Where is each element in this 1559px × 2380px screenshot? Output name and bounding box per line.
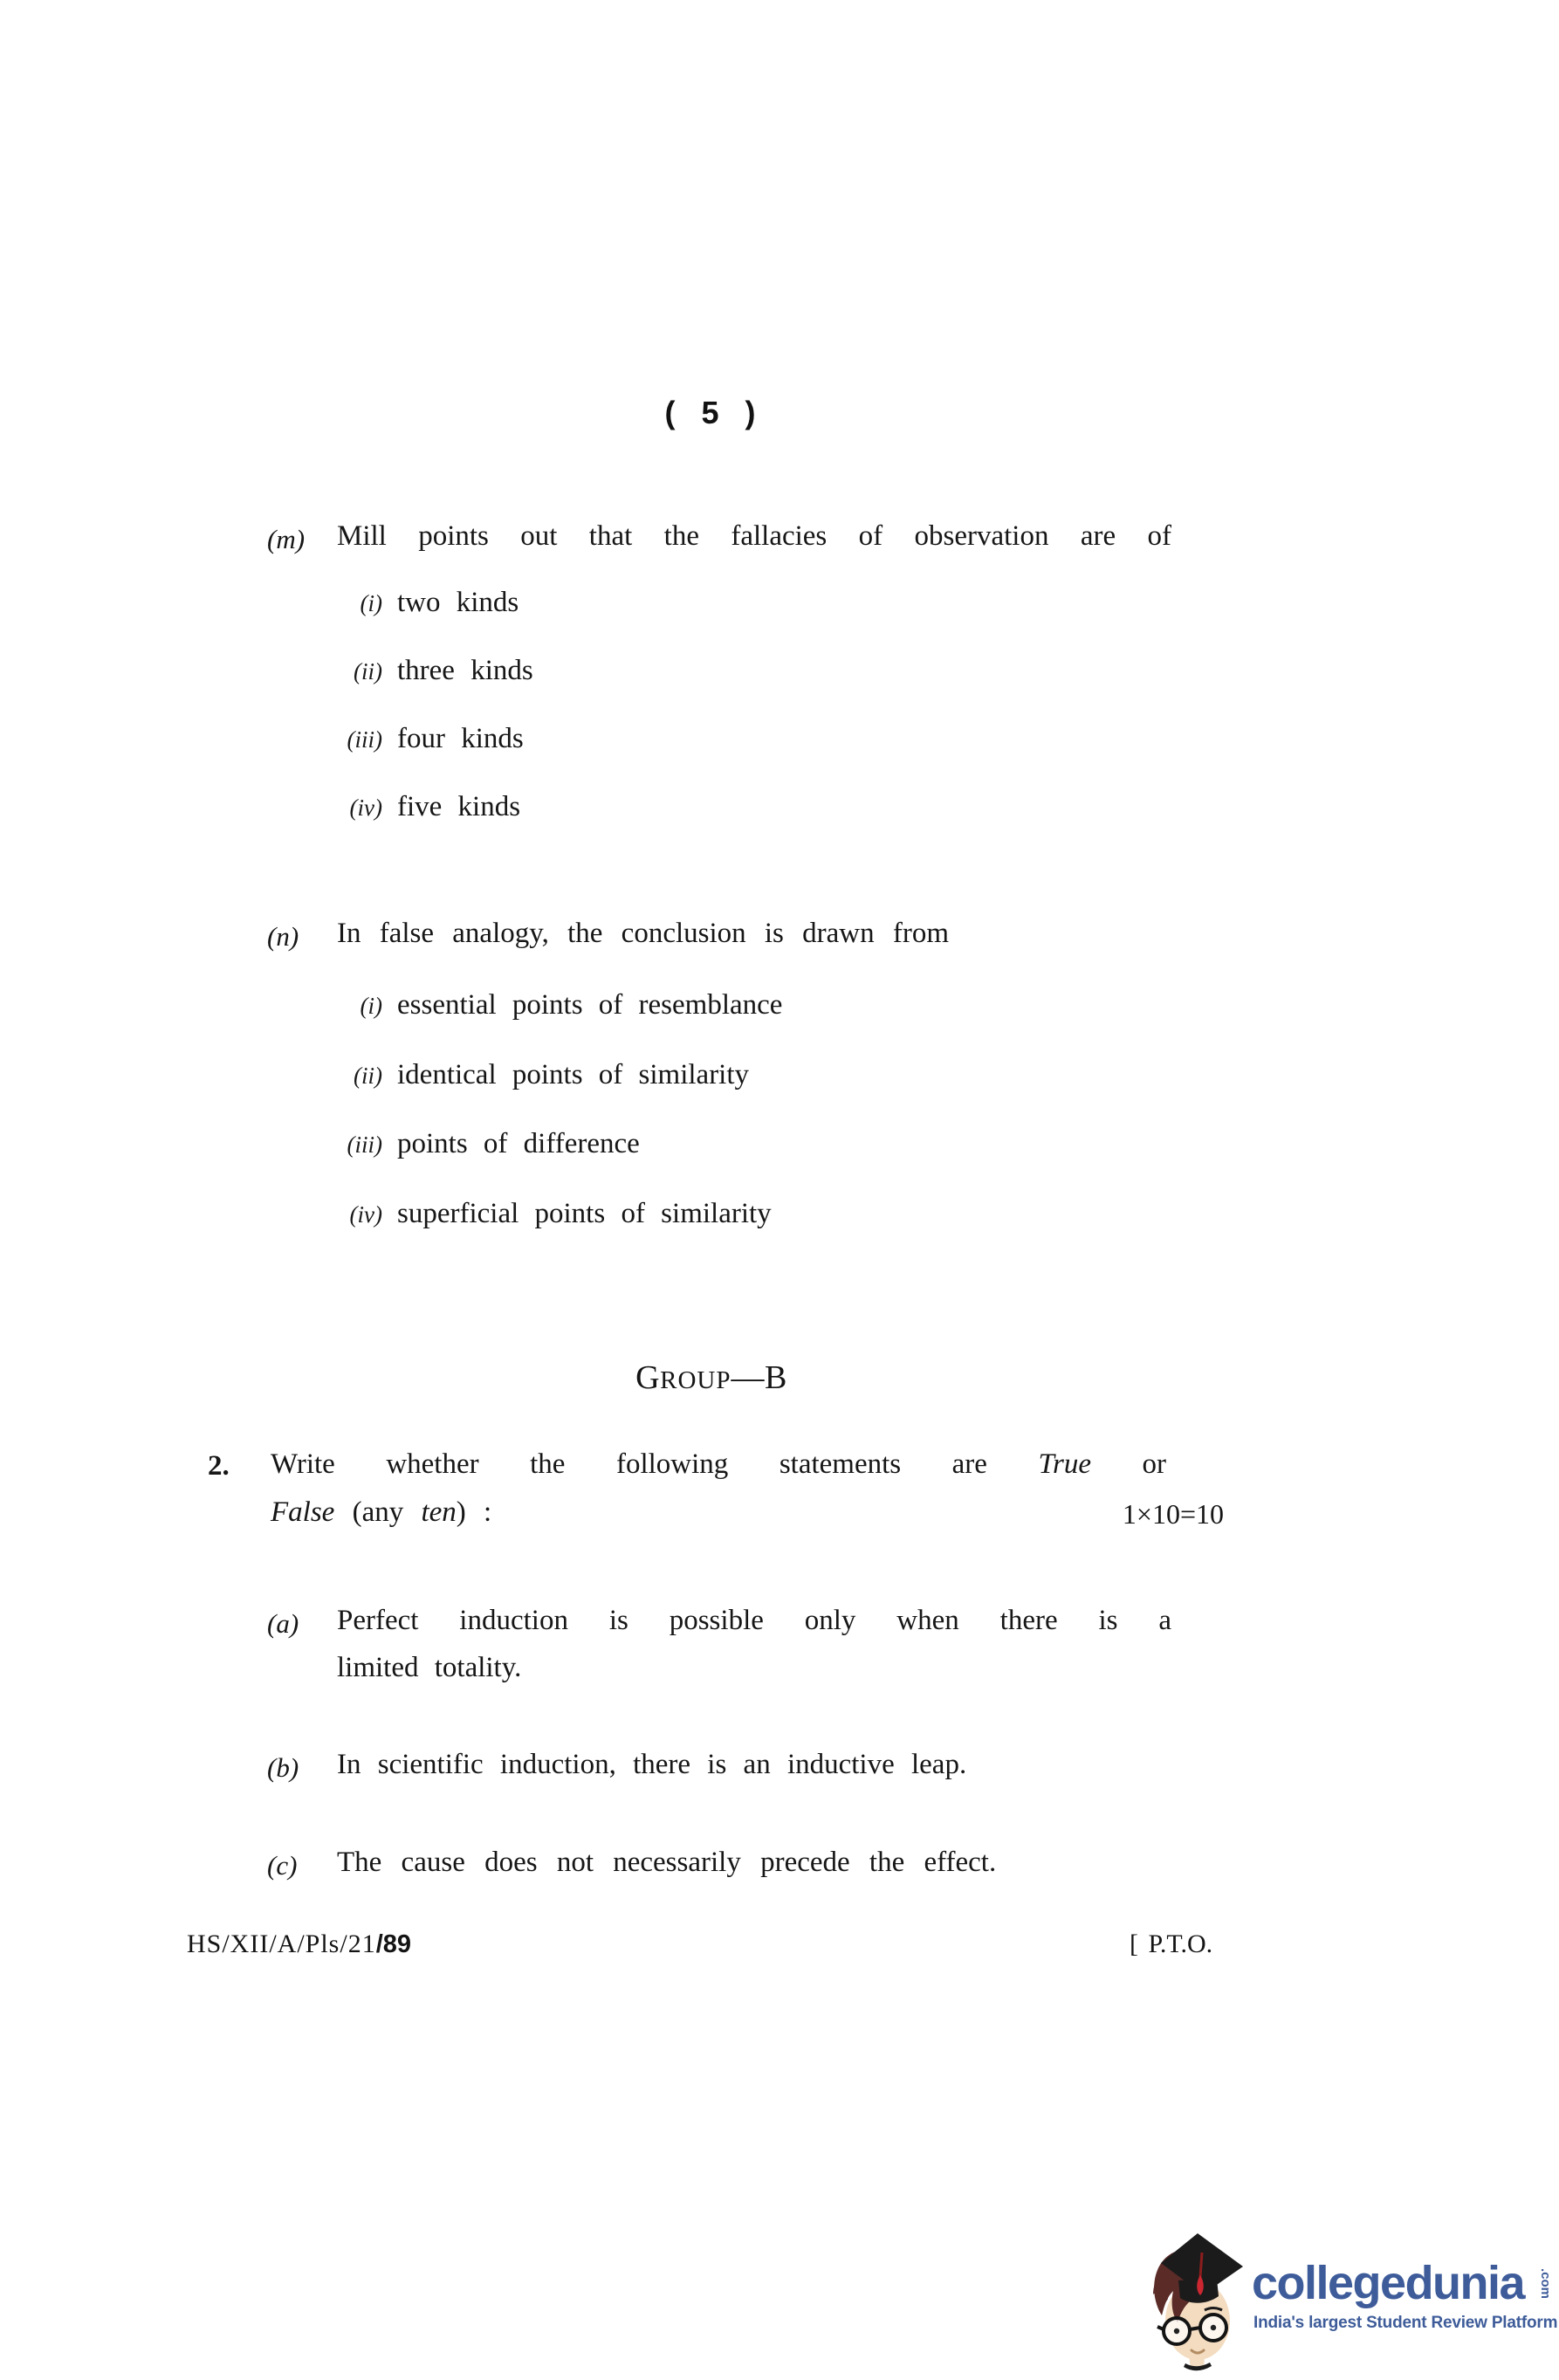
question-n-option-iii-label: (iii) [347, 1132, 382, 1158]
question-n-option-iii-text: points of difference [397, 1128, 640, 1159]
question-n-option-ii-text: identical points of similarity [397, 1059, 750, 1090]
question-m-option-iv-label: (iv) [349, 794, 382, 821]
question-2-line2-post: ) : [456, 1496, 492, 1528]
question-m-option-i-text: two kinds [397, 587, 519, 618]
question-n-option-iv-label: (iv) [349, 1201, 382, 1228]
statement-b-label: (b) [267, 1752, 299, 1783]
paper-code-regular: HS/XII/A/Pls/21 [187, 1929, 376, 1958]
question-n-label: (n) [267, 921, 299, 952]
group-b-heading-smallcaps: ROUP [660, 1366, 731, 1394]
question-n-text: In false analogy, the conclusion is drawn from [337, 918, 950, 949]
paper-code-bold: /89 [375, 1930, 412, 1958]
question-2-text-line1 [271, 1448, 1166, 1481]
statement-c-label: (c) [267, 1850, 298, 1881]
collegedunia-mascot-icon [1149, 2232, 1247, 2377]
question-2-line1-pre: Write whether the following statements are [271, 1448, 1039, 1480]
statement-b-line1: In scientific induction, there is an inductive leap. [337, 1749, 967, 1780]
question-2-marks: 1×10=10 [1122, 1498, 1224, 1530]
paper-code [187, 1929, 411, 1959]
question-2-text-line2 [271, 1496, 491, 1529]
statement-a-label: (a) [267, 1608, 299, 1639]
question-m-label: (m) [267, 524, 306, 554]
question-2-line2-false: False [271, 1496, 335, 1528]
group-b-heading [314, 1359, 1109, 1397]
question-m-option-ii-text: three kinds [397, 655, 533, 686]
question-m-text: Mill points out that the fallacies of observation are of [337, 520, 1171, 552]
collegedunia-tld: .com [1538, 2268, 1553, 2300]
question-n-option-iv-text: superficial points of similarity [397, 1198, 772, 1229]
question-m-option-iii-label: (iii) [347, 726, 382, 753]
question-2-line2-ten: ten [421, 1496, 457, 1528]
question-m-option-iii-text: four kinds [397, 723, 524, 754]
statement-c-line1: The cause does not necessarily precede the effect. [337, 1847, 997, 1878]
collegedunia-wordmark: collegedunia [1252, 2257, 1525, 2309]
group-b-heading-rest: —B [731, 1359, 787, 1396]
question-m-option-i-label: (i) [360, 590, 382, 616]
statement-a-line2: limited totality. [337, 1652, 522, 1683]
group-b-heading-initial: G [635, 1359, 661, 1396]
statement-a-line1: Perfect induction is possible only when there is a [337, 1605, 1171, 1636]
question-2-line2-mid: (any [334, 1496, 422, 1528]
question-m-option-iv-text: five kinds [397, 791, 521, 822]
question-m-option-ii-label: (ii) [354, 658, 382, 684]
question-2-line1-post: or [1090, 1448, 1166, 1480]
question-n-option-ii-label: (ii) [354, 1063, 382, 1089]
collegedunia-tagline: India's largest Student Review Platform [1253, 2314, 1558, 2332]
question-2-number: 2. [208, 1450, 230, 1482]
question-n-option-i-text: essential points of resemblance [397, 989, 783, 1021]
question-n-option-i-label: (i) [360, 993, 382, 1019]
collegedunia-logo [1149, 2228, 1559, 2380]
page-number: ( 5 ) [664, 395, 759, 430]
question-2-line1-true: True [1038, 1448, 1091, 1480]
pto-note: [ P.T.O. [1130, 1929, 1213, 1958]
